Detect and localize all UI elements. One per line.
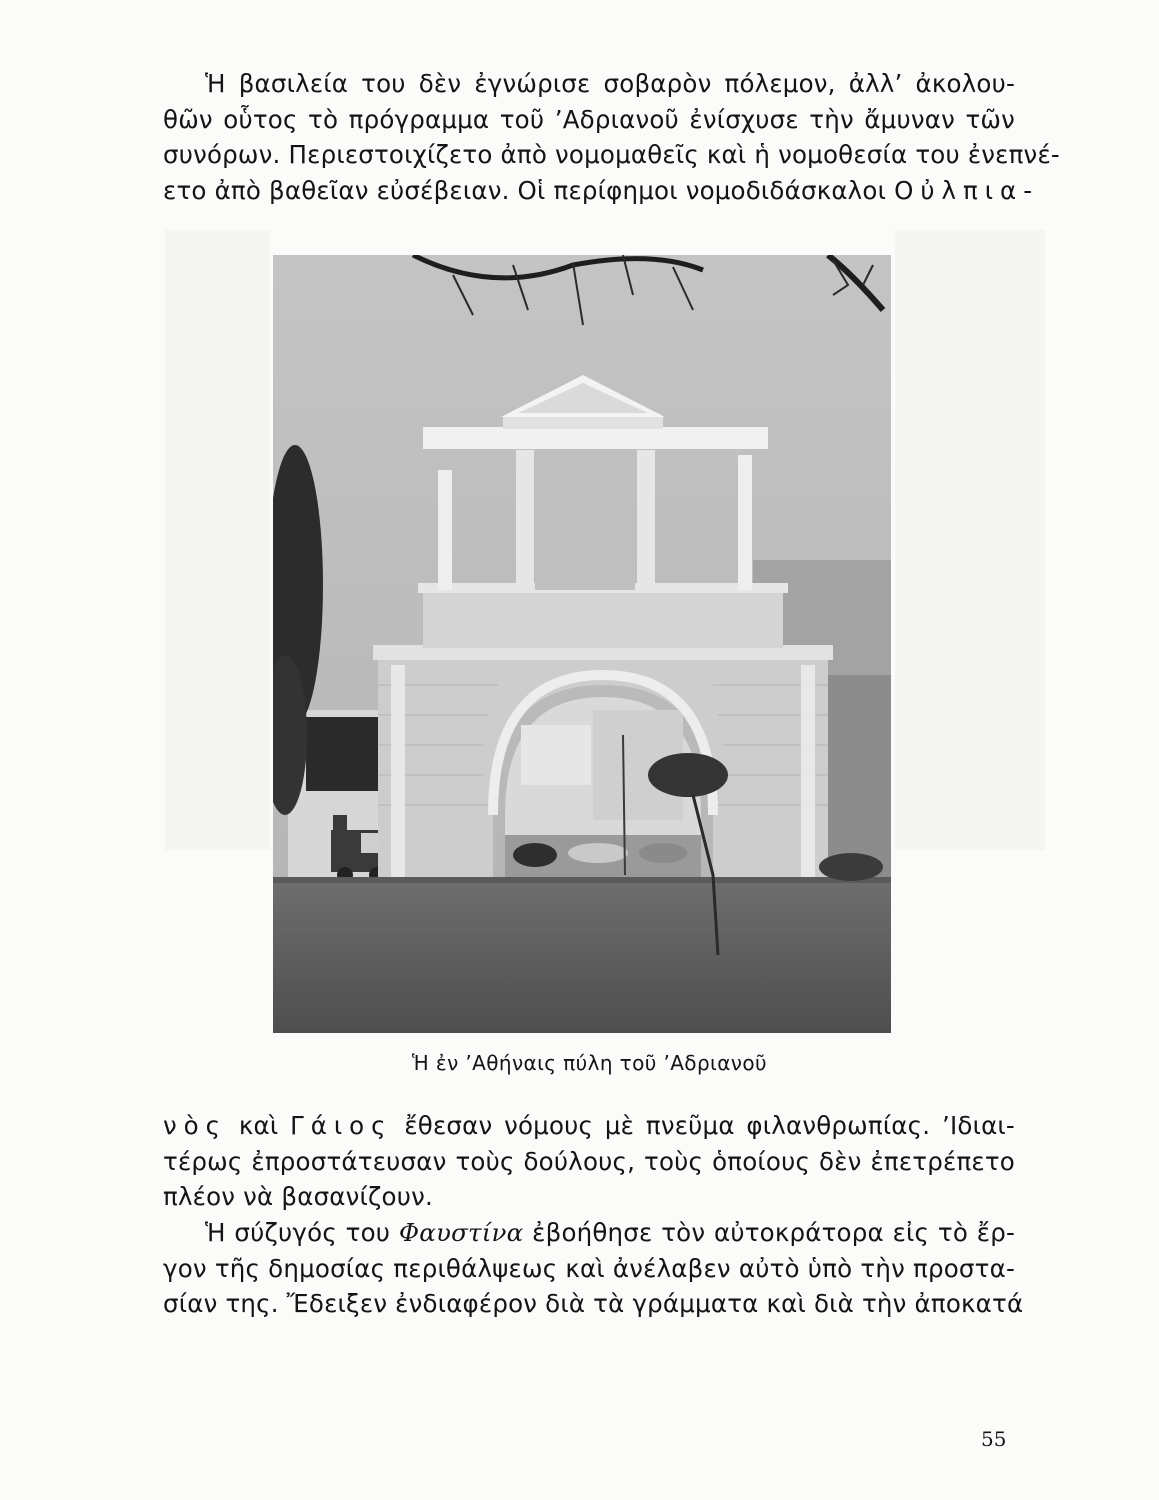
text-line: τέρως ἐπροστάτευσαν τοὺς δούλους, τοὺς ὁποίους δὲν ἐπετρέπετο: [163, 1146, 1015, 1176]
text-fragment: ἐβοήθησε τὸν αὐτοκράτορα εἰς τὸ ἔρ-: [532, 1218, 1016, 1247]
text-line: πλέον νὰ βασανίζουν.: [163, 1182, 433, 1211]
spaced-name: Οὐλπια-: [894, 175, 1040, 205]
spaced-name: νὸς: [163, 1111, 228, 1140]
text-line-with-italic-name: [163, 1215, 1015, 1251]
text-fragment: Ἡ σύζυγός του: [205, 1218, 391, 1247]
paragraph-3: [163, 1215, 1024, 1322]
text-line-with-spaced-names: [163, 1108, 1015, 1144]
page-number: 55: [981, 1427, 1007, 1451]
bleed-through-left: [165, 230, 270, 850]
text-line: θῶν οὗτος τὸ πρόγραμμα τοῦ ’Αδριανοῦ ἐνίσχυσε τὴν ἄμυναν τῶν: [163, 104, 1015, 134]
paragraph-1: [163, 66, 1060, 208]
spaced-name: Γάιος: [290, 1111, 393, 1140]
text-line: συνόρων. Περιεστοιχίζετο ἀπὸ νομομαθεῖς καὶ ἡ νομοθεσία του ἐνεπνέ-: [163, 140, 1060, 169]
text-fragment: ετο ἀπὸ βαθεῖαν εὐσέβειαν. Οἱ περίφημοι νομοδιδάσκαλοι: [163, 175, 887, 205]
paragraph-2: [163, 1108, 1015, 1215]
text-line: γον τῆς δημοσίας περιθάλψεως καὶ ἀνέλαβεν αὐτὸ ὑπὸ τὴν προστα-: [163, 1253, 1015, 1283]
bleed-through-right: [895, 230, 1045, 850]
hadrians-arch-photo: [273, 255, 891, 1033]
text-fragment: ἔθεσαν νόμους μὲ πνεῦμα φιλανθρωπίας. ’Ιδιαι-: [404, 1111, 1015, 1140]
text-line: σίαν της. Ἔδειξεν ἐνδιαφέρον διὰ τὰ γράμματα καὶ διὰ τὴν ἀποκατά: [163, 1289, 1024, 1318]
arch-photo-illustration: [273, 255, 891, 1033]
text-line-with-spaced-name: [163, 173, 1040, 209]
italic-name: Φαυστίνα: [398, 1218, 524, 1247]
photo-caption: Ἡ ἐν ’Αθήναις πύλη τοῦ ’Αδριανοῦ: [412, 1051, 767, 1075]
text-fragment: καὶ: [238, 1111, 279, 1140]
text-line: Ἡ βασιλεία του δὲν ἐγνώρισε σοβαρὸν πόλεμον, ἀλλ’ ἀκολου-: [205, 69, 1015, 98]
